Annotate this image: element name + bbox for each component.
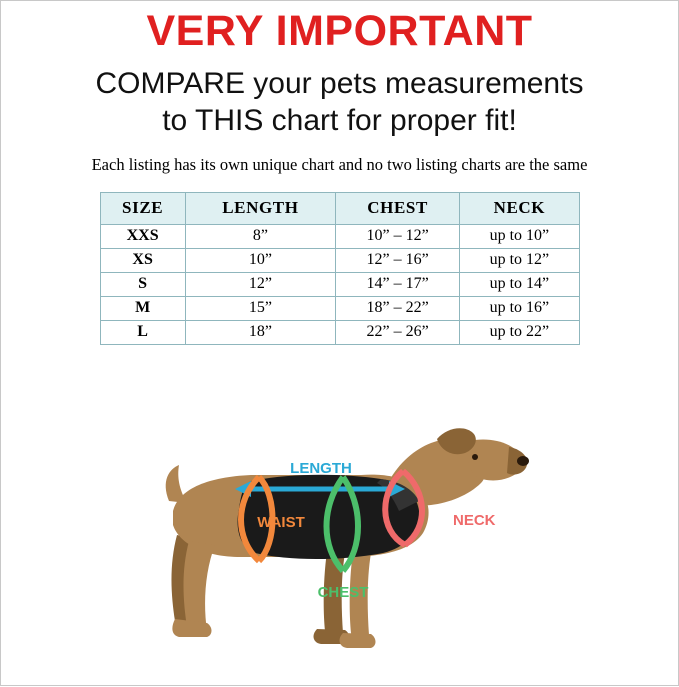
unique-chart-note: Each listing has its own unique chart and no two listing charts are the same	[91, 155, 588, 175]
cell-length: 15”	[185, 297, 335, 321]
column-header-chest: CHEST	[336, 193, 460, 225]
chest-label: CHEST	[317, 584, 368, 601]
table-row	[100, 321, 579, 345]
cell-chest: 18” – 22”	[336, 297, 460, 321]
column-header-size: SIZE	[100, 193, 185, 225]
dog-measurement-diagram	[1, 415, 679, 687]
cell-chest: 14” – 17”	[336, 273, 460, 297]
page-subhead	[1, 66, 678, 139]
table-row	[100, 297, 579, 321]
cell-size: L	[100, 321, 185, 345]
neck-label: NECK	[452, 512, 496, 529]
cell-chest: 10” – 12”	[336, 225, 460, 249]
table-header-row	[100, 193, 579, 225]
waist-label: WAIST	[256, 514, 305, 531]
cell-size: S	[100, 273, 185, 297]
cell-length: 8”	[185, 225, 335, 249]
page-headline: VERY IMPORTANT	[146, 7, 533, 55]
size-chart-table	[100, 192, 580, 345]
cell-neck: up to 12”	[460, 249, 579, 273]
cell-length: 10”	[185, 249, 335, 273]
cell-size: M	[100, 297, 185, 321]
cell-size: XXS	[100, 225, 185, 249]
cell-neck: up to 16”	[460, 297, 579, 321]
cell-chest: 22” – 26”	[336, 321, 460, 345]
length-label: LENGTH	[289, 460, 352, 477]
size-chart-table-wrap	[100, 192, 580, 345]
cell-chest: 12” – 16”	[336, 249, 460, 273]
cell-neck: up to 14”	[460, 273, 579, 297]
table-row	[100, 249, 579, 273]
column-header-length: LENGTH	[185, 193, 335, 225]
cell-neck: up to 22”	[460, 321, 579, 345]
cell-length: 12”	[185, 273, 335, 297]
column-header-neck: NECK	[460, 193, 579, 225]
table-row	[100, 273, 579, 297]
cell-neck: up to 10”	[460, 225, 579, 249]
subhead-line-1: COMPARE your pets measurements	[95, 67, 584, 101]
cell-length: 18”	[185, 321, 335, 345]
cell-size: XS	[100, 249, 185, 273]
subhead-line-2: to THIS chart for proper fit!	[162, 103, 517, 137]
table-row	[100, 225, 579, 249]
